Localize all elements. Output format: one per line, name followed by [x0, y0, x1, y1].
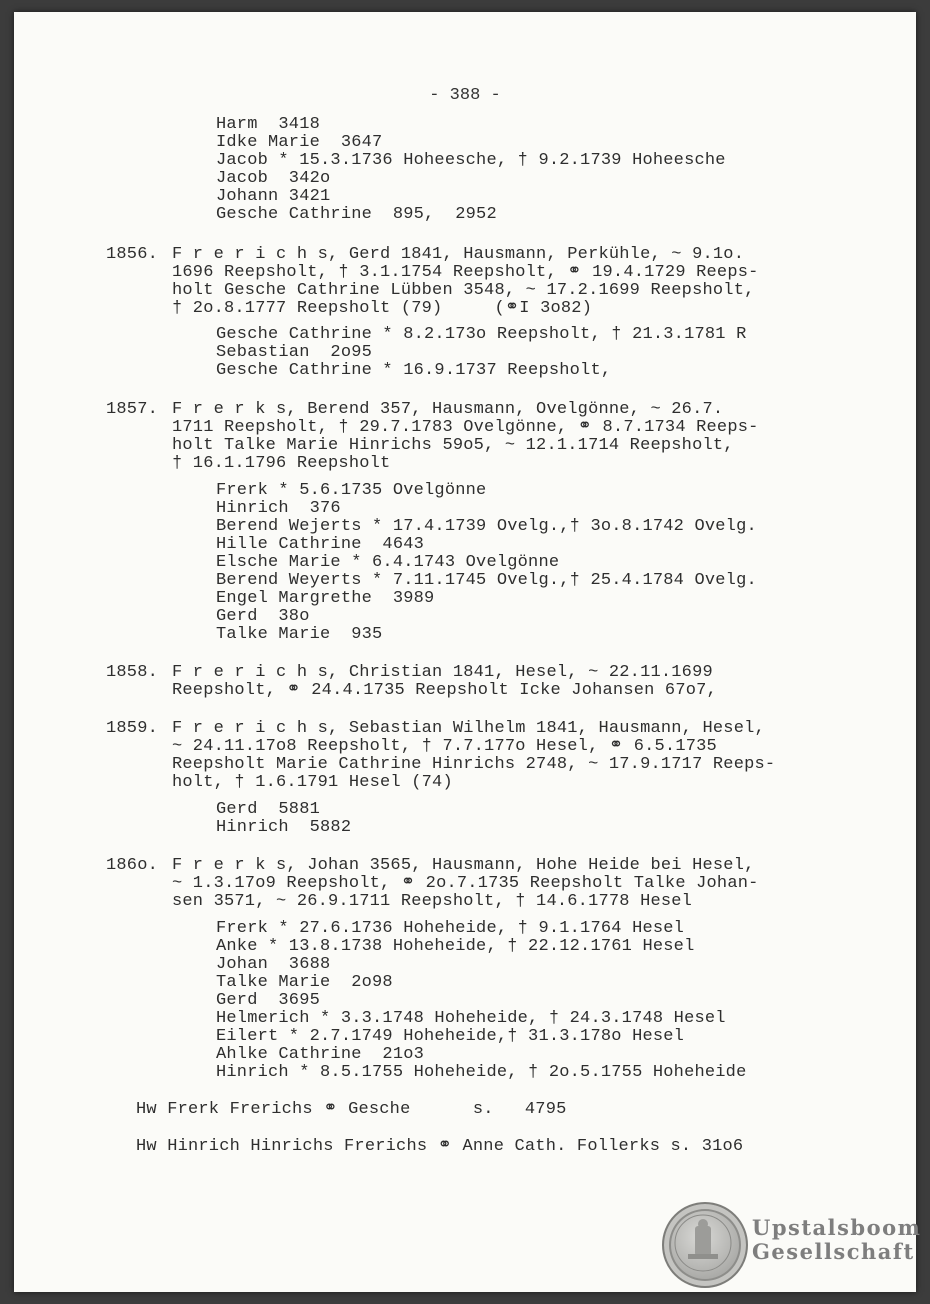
child-line: Gerd 38o: [216, 607, 310, 626]
document-page: [14, 12, 922, 1292]
society-logo: [752, 1216, 921, 1264]
entry-line: † 2o.8.1777 Reepsholt (79) (⚭I 3o82): [172, 299, 593, 318]
child-line: Johann 3421: [216, 187, 331, 206]
entry-number: 1856.: [106, 245, 159, 264]
entry-line: F r e r i c h s, Sebastian Wilhelm 1841, Hausmann, Hesel,: [172, 719, 765, 738]
child-line: Hinrich 376: [216, 499, 341, 518]
child-line: Jacob 342o: [216, 169, 331, 188]
child-line: Elsche Marie * 6.4.1743 Ovelgönne: [216, 553, 560, 572]
entry-line: 1711 Reepsholt, † 29.7.1783 Ovelgönne, ⚭ 8.7.1734 Reeps-: [172, 418, 759, 437]
entry-line: sen 3571, ~ 26.9.1711 Reepsholt, † 14.6.1778 Hesel: [172, 892, 693, 911]
entry-line: ~ 24.11.17o8 Reepsholt, † 7.7.177o Hesel, ⚭ 6.5.1735: [172, 737, 717, 756]
child-line: Berend Weyerts * 7.11.1745 Ovelg.,† 25.4.1784 Ovelg.: [216, 571, 757, 590]
child-line: Hille Cathrine 4643: [216, 535, 425, 554]
entry-line: holt, † 1.6.1791 Hesel (74): [172, 773, 453, 792]
child-line: Berend Wejerts * 17.4.1739 Ovelg.,† 3o.8.1742 Ovelg.: [216, 517, 757, 536]
child-line: Hinrich 5882: [216, 818, 352, 837]
cross-reference: Hw Frerk Frerichs ⚭ Gesche s. 4795: [136, 1100, 567, 1119]
entry-line: † 16.1.1796 Reepsholt: [172, 454, 391, 473]
child-line: Sebastian 2o95: [216, 343, 373, 362]
entry-line: 1696 Reepsholt, † 3.1.1754 Reepsholt, ⚭ 19.4.1729 Reeps-: [172, 263, 759, 282]
child-line: Idke Marie 3647: [216, 133, 383, 152]
logo-line-1: Upstalsboom: [752, 1215, 922, 1240]
child-line: Eilert * 2.7.1749 Hoheheide,† 31.3.178o Hesel: [216, 1027, 685, 1046]
entry-line: holt Gesche Cathrine Lübben 3548, ~ 17.2.1699 Reepsholt,: [172, 281, 755, 300]
child-line: Gesche Cathrine * 8.2.173o Reepsholt, † 21.3.1781 R: [216, 325, 747, 344]
seal-icon: [662, 1202, 748, 1288]
child-line: Frerk * 27.6.1736 Hoheheide, † 9.1.1764 Hesel: [216, 919, 685, 938]
child-line: Frerk * 5.6.1735 Ovelgönne: [216, 481, 487, 500]
logo-line-2: Gesellschaft: [752, 1239, 915, 1264]
entry-line: Reepsholt Marie Cathrine Hinrichs 2748, ~ 17.9.1717 Reeps-: [172, 755, 776, 774]
child-line: Hinrich * 8.5.1755 Hoheheide, † 2o.5.1755 Hoheheide: [216, 1063, 747, 1082]
entry-line: holt Talke Marie Hinrichs 59o5, ~ 12.1.1714 Reepsholt,: [172, 436, 734, 455]
child-line: Johan 3688: [216, 955, 331, 974]
child-line: Engel Margrethe 3989: [216, 589, 435, 608]
entry-line: F r e r k s, Berend 357, Hausmann, Ovelgönne, ~ 26.7.: [172, 400, 724, 419]
child-line: Talke Marie 2o98: [216, 973, 393, 992]
entry-line: ~ 1.3.17o9 Reepsholt, ⚭ 2o.7.1735 Reepsholt Talke Johan-: [172, 874, 759, 893]
entry-line: F r e r k s, Johan 3565, Hausmann, Hohe Heide bei Hesel,: [172, 856, 755, 875]
cross-reference: Hw Hinrich Hinrichs Frerichs ⚭ Anne Cath. Follerks s. 31o6: [136, 1137, 744, 1156]
child-line: Jacob * 15.3.1736 Hoheesche, † 9.2.1739 Hoheesche: [216, 151, 726, 170]
child-line: Gerd 3695: [216, 991, 321, 1010]
entry-number: 1857.: [106, 400, 159, 419]
child-line: Gerd 5881: [216, 800, 321, 819]
child-line: Helmerich * 3.3.1748 Hoheheide, † 24.3.1748 Hesel: [216, 1009, 726, 1028]
child-line: Gesche Cathrine 895, 2952: [216, 205, 497, 224]
entry-line: Reepsholt, ⚭ 24.4.1735 Reepsholt Icke Johansen 67o7,: [172, 681, 717, 700]
page-number: - 388 -: [429, 86, 501, 105]
entry-line: F r e r i c h s, Christian 1841, Hesel, ~ 22.11.1699: [172, 663, 713, 682]
child-line: Gesche Cathrine * 16.9.1737 Reepsholt,: [216, 361, 612, 380]
entry-number: 1859.: [106, 719, 159, 738]
entry-number: 1858.: [106, 663, 159, 682]
child-line: Anke * 13.8.1738 Hoheheide, † 22.12.1761 Hesel: [216, 937, 695, 956]
child-line: Ahlke Cathrine 21o3: [216, 1045, 425, 1064]
child-line: Harm 3418: [216, 115, 321, 134]
child-line: Talke Marie 935: [216, 625, 383, 644]
entry-number: 186o.: [106, 856, 159, 875]
entry-line: F r e r i c h s, Gerd 1841, Hausmann, Perkühle, ~ 9.1o.: [172, 245, 745, 264]
